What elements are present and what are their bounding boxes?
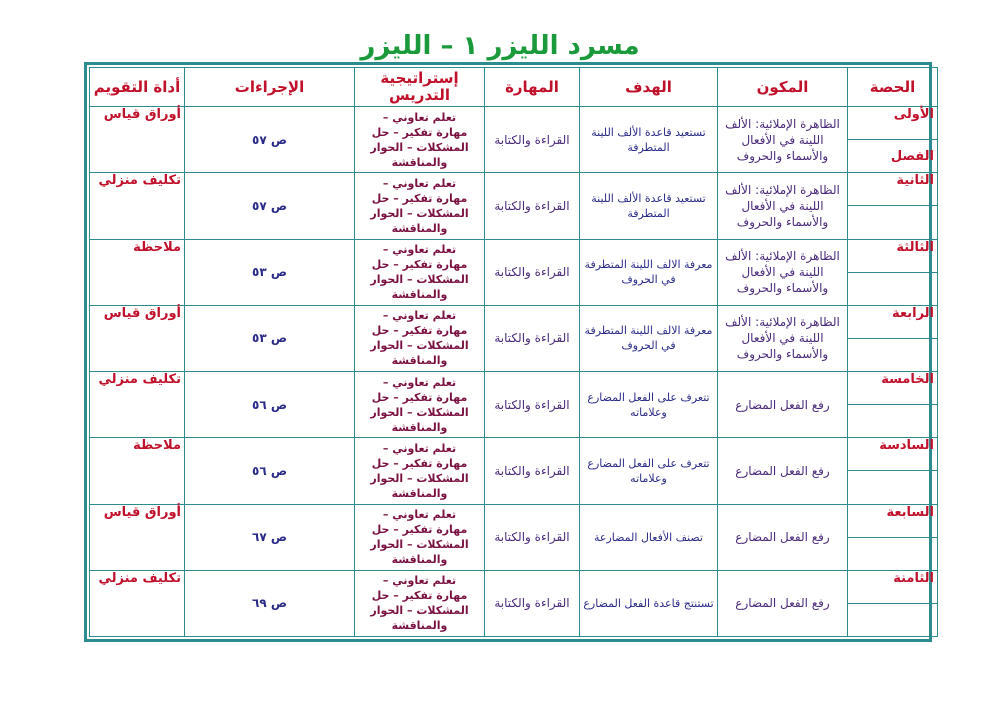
session-sub-cell xyxy=(848,603,938,636)
header-component: المكون xyxy=(718,68,848,107)
strategy-line: المشكلات – الحوار xyxy=(370,140,469,154)
strategy-line: مهارة تفكير – حل xyxy=(371,523,468,537)
strategy-cell xyxy=(355,239,485,305)
goal-cell: معرفة الالف اللينة المتطرفة في الحروف xyxy=(580,239,718,305)
strategy-line: تعلم تعاوني – xyxy=(382,441,457,455)
strategy-line: والمناقشة xyxy=(391,420,448,434)
strategy-cell xyxy=(355,372,485,438)
component-cell: رفع الفعل المضارع xyxy=(718,570,848,636)
session-sub-cell xyxy=(848,537,938,570)
header-row xyxy=(90,68,938,107)
evaluation-cell: تكليف منزلي xyxy=(90,173,185,239)
table-row xyxy=(90,438,938,471)
component-cell: رفع الفعل المضارع xyxy=(718,504,848,570)
lesson-plan-frame xyxy=(84,62,932,642)
strategy-line: تعلم تعاوني – xyxy=(382,243,457,257)
procedures-cell: ص ٥٣ xyxy=(185,239,355,305)
strategy-line: مهارة تفكير – حل xyxy=(371,191,468,205)
component-cell: الظاهرة الإملائية: الألف اللينة في الأفعال والأسماء والحروف xyxy=(718,239,848,305)
session-cell: السابعة xyxy=(848,504,938,537)
component-cell: رفع الفعل المضارع xyxy=(718,372,848,438)
evaluation-cell: أوراق قياس xyxy=(90,107,185,173)
strategy-line: المشكلات – الحوار xyxy=(370,206,469,220)
goal-cell: تصنف الأفعال المضارعة xyxy=(580,504,718,570)
strategy-line: تعلم تعاوني – xyxy=(382,110,457,124)
component-cell: الظاهرة الإملائية: الألف اللينة في الأفعال والأسماء والحروف xyxy=(718,173,848,239)
strategy-line: المشكلات – الحوار xyxy=(370,405,469,419)
strategy-line: مهارة تفكير – حل xyxy=(371,589,468,603)
session-sub-cell xyxy=(848,272,938,305)
strategy-line: مهارة تفكير – حل xyxy=(371,456,468,470)
procedures-cell: ص ٦٧ xyxy=(185,504,355,570)
goal-cell: تستعيد قاعدة الألف اللينة المتطرفة xyxy=(580,173,718,239)
evaluation-cell: أوراق قياس xyxy=(90,305,185,371)
session-sub-cell: الفصل xyxy=(848,140,938,173)
session-cell: الخامسة xyxy=(848,372,938,405)
goal-cell: تتعرف على الفعل المضارع وعلاماته xyxy=(580,372,718,438)
goal-cell: تتعرف على الفعل المضارع وعلاماته xyxy=(580,438,718,504)
skill-cell: القراءة والكتابة xyxy=(485,504,580,570)
session-cell: الثالثة xyxy=(848,239,938,272)
component-cell: الظاهرة الإملائية: الألف اللينة في الأفعال والأسماء والحروف xyxy=(718,305,848,371)
strategy-line: تعلم تعاوني – xyxy=(382,574,457,588)
evaluation-cell: تكليف منزلي xyxy=(90,570,185,636)
strategy-line: مهارة تفكير – حل xyxy=(371,324,468,338)
goal-cell: معرفة الالف اللينة المتطرفة في الحروف xyxy=(580,305,718,371)
component-cell: الظاهرة الإملائية: الألف اللينة في الأفعال والأسماء والحروف xyxy=(718,107,848,173)
strategy-cell xyxy=(355,305,485,371)
table-row xyxy=(90,107,938,140)
table-row xyxy=(90,570,938,603)
skill-cell: القراءة والكتابة xyxy=(485,372,580,438)
session-cell: الثانية xyxy=(848,173,938,206)
strategy-cell xyxy=(355,173,485,239)
strategy-line: تعلم تعاوني – xyxy=(382,176,457,190)
procedures-cell: ص ٥٦ xyxy=(185,372,355,438)
session-cell: السادسة xyxy=(848,438,938,471)
strategy-line: المشكلات – الحوار xyxy=(370,471,469,485)
evaluation-cell: أوراق قياس xyxy=(90,504,185,570)
component-cell: رفع الفعل المضارع xyxy=(718,438,848,504)
strategy-line: المشكلات – الحوار xyxy=(370,604,469,618)
strategy-line: المشكلات – الحوار xyxy=(370,273,469,287)
strategy-line: والمناقشة xyxy=(391,553,448,567)
lesson-plan-table xyxy=(89,67,938,637)
strategy-line: والمناقشة xyxy=(391,486,448,500)
strategy-line: والمناقشة xyxy=(391,221,448,235)
evaluation-cell: تكليف منزلي xyxy=(90,372,185,438)
session-sub-cell xyxy=(848,471,938,504)
procedures-cell: ص ٥٦ xyxy=(185,438,355,504)
procedures-cell: ص ٥٧ xyxy=(185,107,355,173)
table-row xyxy=(90,173,938,206)
strategy-line: والمناقشة xyxy=(391,288,448,302)
strategy-cell xyxy=(355,504,485,570)
procedures-cell: ص ٥٧ xyxy=(185,173,355,239)
strategy-line: والمناقشة xyxy=(391,619,448,633)
strategy-line: والمناقشة xyxy=(391,354,448,368)
strategy-line: مهارة تفكير – حل xyxy=(371,390,468,404)
strategy-line: مهارة تفكير – حل xyxy=(371,258,468,272)
skill-cell: القراءة والكتابة xyxy=(485,107,580,173)
strategy-line: المشكلات – الحوار xyxy=(370,538,469,552)
procedures-cell: ص ٦٩ xyxy=(185,570,355,636)
session-sub-cell xyxy=(848,206,938,239)
header-goal: الهدف xyxy=(580,68,718,107)
session-cell: الثامنة xyxy=(848,570,938,603)
table-body xyxy=(90,107,938,637)
strategy-line: مهارة تفكير – حل xyxy=(371,125,468,139)
evaluation-cell: ملاحظة xyxy=(90,438,185,504)
strategy-line: تعلم تعاوني – xyxy=(382,508,457,522)
skill-cell: القراءة والكتابة xyxy=(485,438,580,504)
strategy-cell xyxy=(355,107,485,173)
header-procedures: الإجراءات xyxy=(185,68,355,107)
strategy-line: تعلم تعاوني – xyxy=(382,309,457,323)
table-row xyxy=(90,239,938,272)
session-cell: الرابعة xyxy=(848,305,938,338)
session-cell: الأولى xyxy=(848,107,938,140)
strategy-line: والمناقشة xyxy=(391,155,448,169)
strategy-line: المشكلات – الحوار xyxy=(370,339,469,353)
procedures-cell: ص ٥٣ xyxy=(185,305,355,371)
strategy-line: تعلم تعاوني – xyxy=(382,375,457,389)
session-sub-cell xyxy=(848,338,938,371)
goal-cell: تستعيد قاعدة الألف اللينة المتطرفة xyxy=(580,107,718,173)
evaluation-cell: ملاحظة xyxy=(90,239,185,305)
header-evaluation: أداة التقويم xyxy=(90,68,185,107)
header-strategy: إستراتيجية التدريس xyxy=(355,68,485,107)
session-sub-cell xyxy=(848,405,938,438)
strategy-cell xyxy=(355,438,485,504)
header-skill: المهارة xyxy=(485,68,580,107)
table-row xyxy=(90,305,938,338)
skill-cell: القراءة والكتابة xyxy=(485,173,580,239)
skill-cell: القراءة والكتابة xyxy=(485,239,580,305)
goal-cell: تستنتج قاعدة الفعل المضارع xyxy=(580,570,718,636)
skill-cell: القراءة والكتابة xyxy=(485,305,580,371)
strategy-cell xyxy=(355,570,485,636)
skill-cell: القراءة والكتابة xyxy=(485,570,580,636)
header-session: الحصة xyxy=(848,68,938,107)
table-row xyxy=(90,372,938,405)
table-row xyxy=(90,504,938,537)
page-title: مسرد الليزر ١ – الليزر xyxy=(360,31,640,61)
